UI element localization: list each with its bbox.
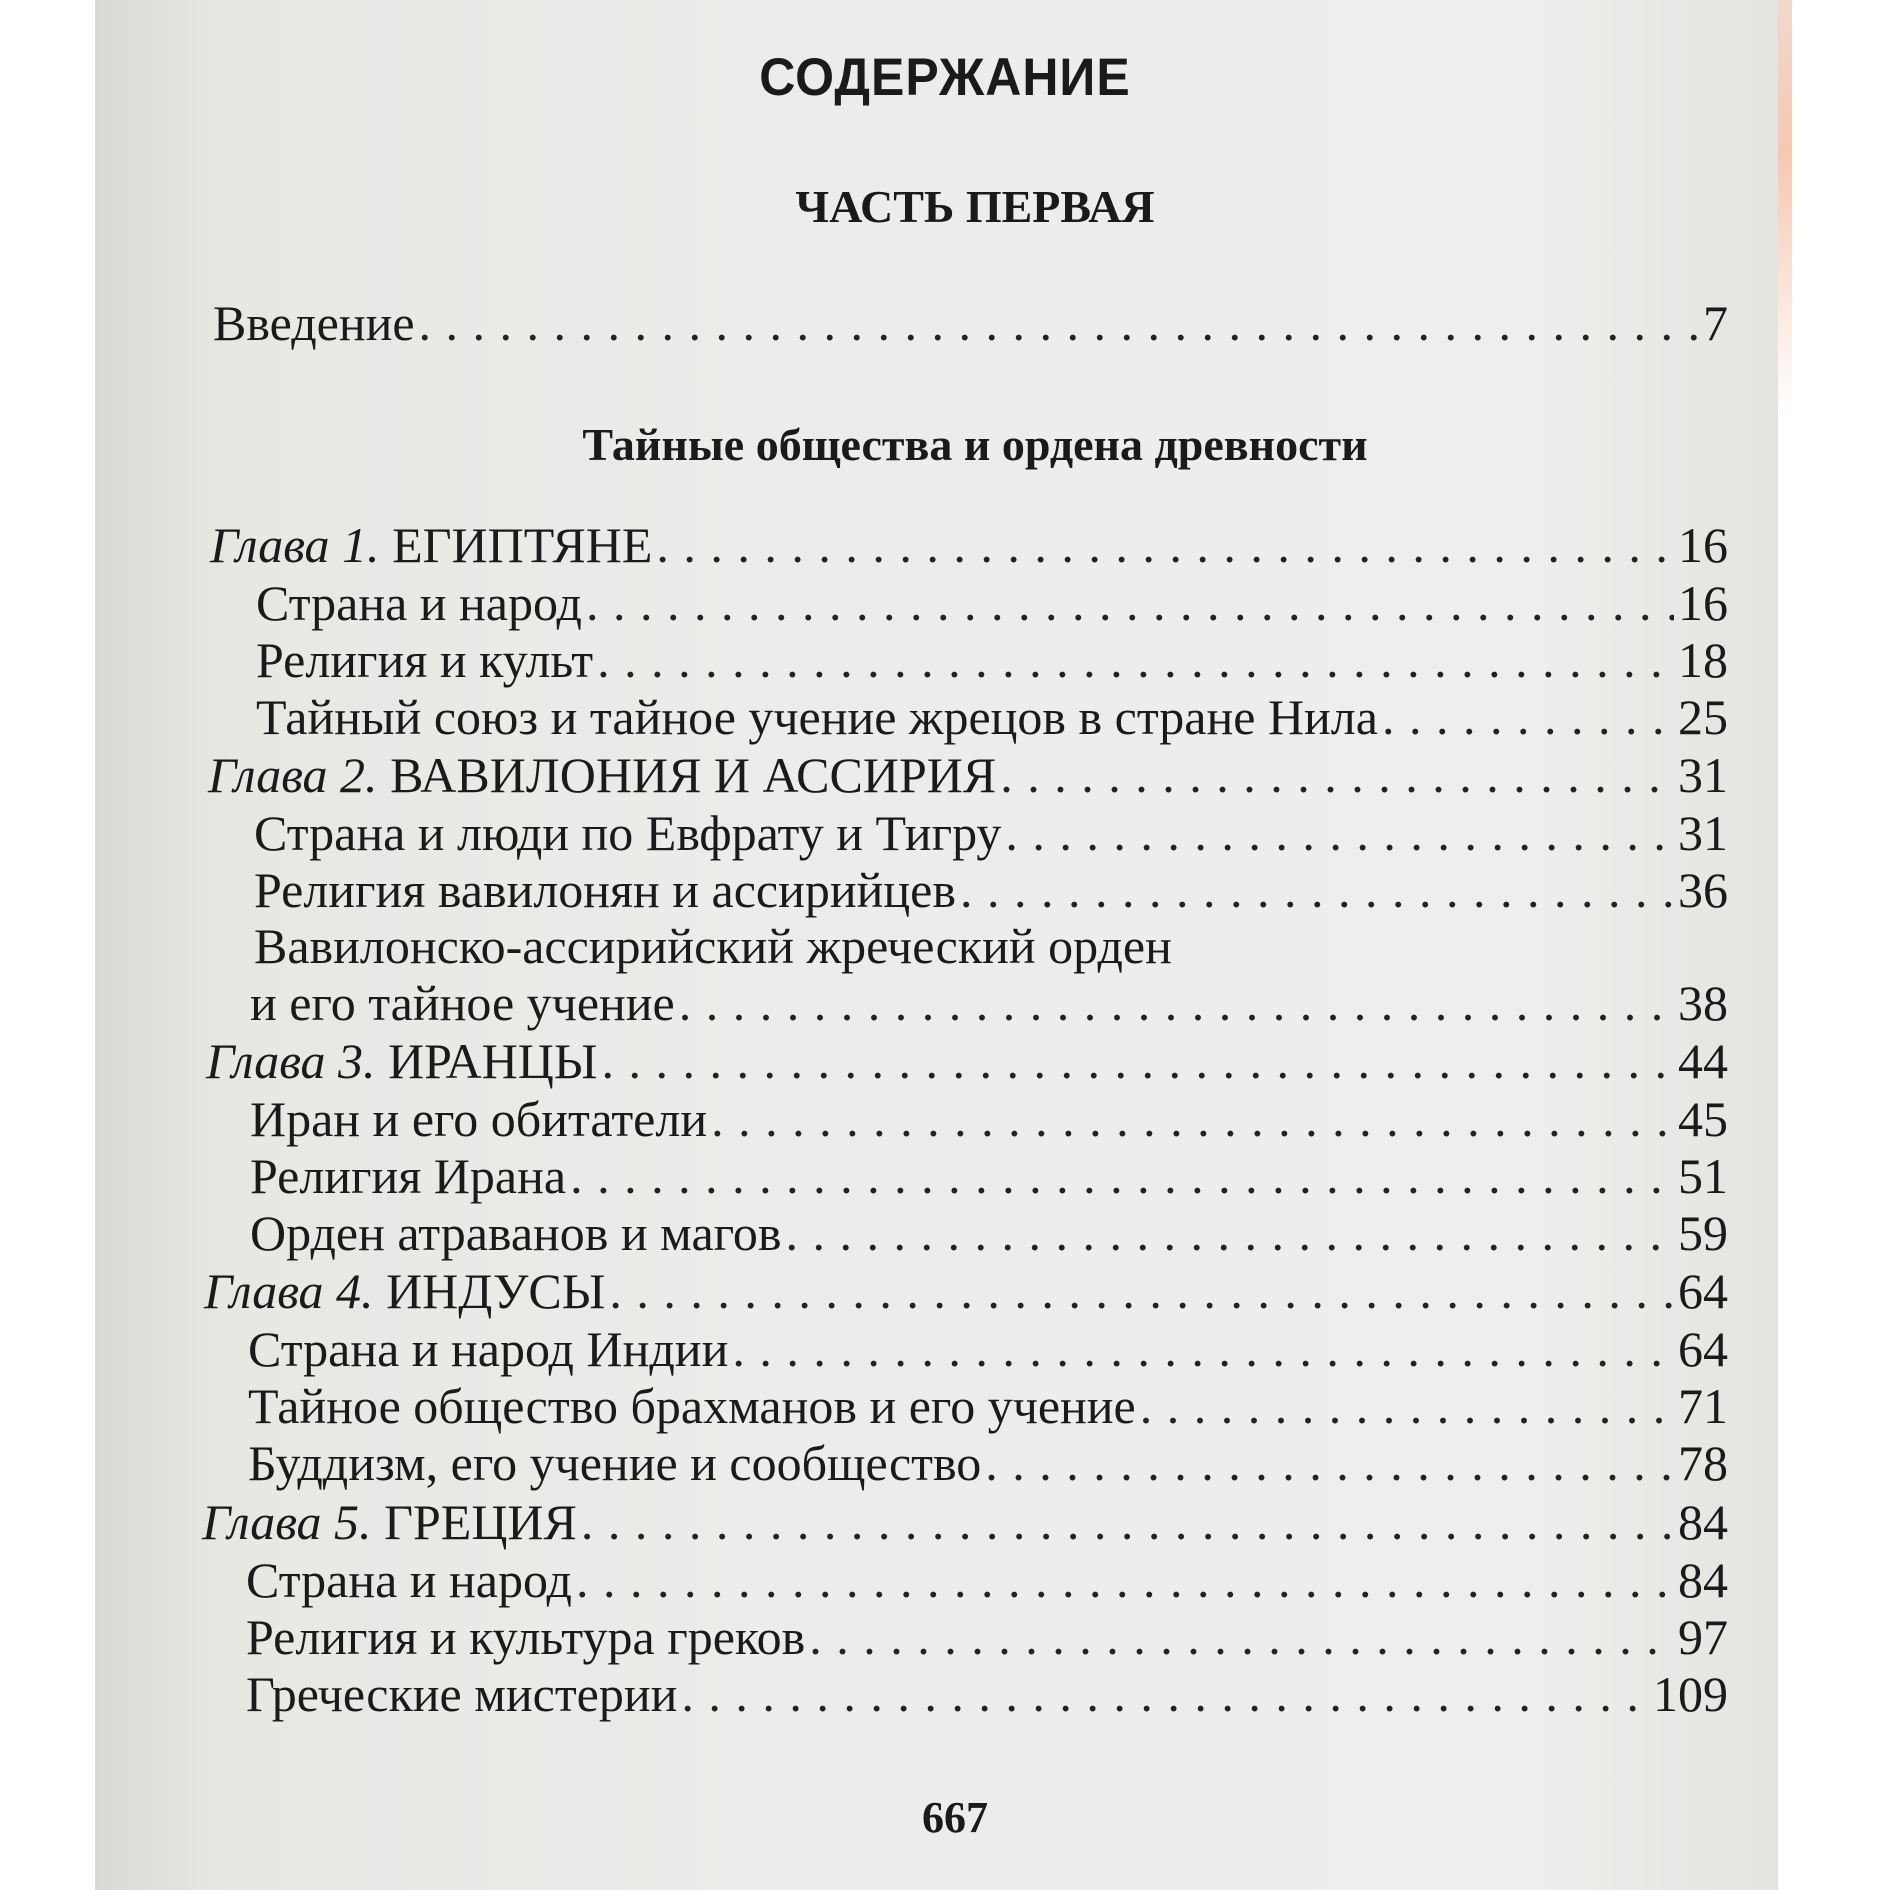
toc-entry-page: 64: [1678, 1321, 1728, 1377]
toc-entry-label: ЕГИПТЯНЕ: [379, 517, 653, 573]
toc-entry: [256, 689, 1728, 745]
leader-dots: [586, 575, 1674, 631]
toc-entry: [248, 1321, 1728, 1377]
toc-entry-label: и его тайное учение: [250, 975, 675, 1031]
toc-entry-page: 16: [1678, 517, 1728, 573]
toc-entry-page: 31: [1678, 805, 1728, 861]
toc-entry: [248, 1435, 1728, 1491]
chapter-prefix: Глава 1.: [210, 517, 380, 573]
leader-dots: [419, 295, 1699, 351]
toc-entry-label: Религия и культура греков: [246, 1609, 806, 1665]
toc-entry: [248, 1378, 1728, 1434]
leader-dots: [786, 1205, 1674, 1261]
toc-entry-page: 71: [1678, 1378, 1728, 1434]
toc-entry: [250, 975, 1728, 1031]
toc-entry-label: ИНДУСЫ: [373, 1263, 606, 1319]
toc-entry-continued-line: Вавилонско-ассирийский жреческий орден: [254, 918, 1172, 974]
leader-dots: [809, 1609, 1674, 1665]
toc-entry-label: Религия Ирана: [250, 1148, 567, 1204]
leader-dots: [602, 1033, 1674, 1089]
toc-entry: [246, 1609, 1728, 1665]
leader-dots: [597, 632, 1674, 688]
leader-dots: [681, 1666, 1649, 1722]
toc-entry: [250, 1091, 1728, 1147]
toc-entry: [246, 1552, 1728, 1608]
leader-dots: [570, 1148, 1674, 1204]
toc-entry-page: 84: [1678, 1552, 1728, 1608]
toc-entry-label: Страна и люди по Евфрату и Тигру: [254, 805, 1002, 861]
leader-dots: [656, 517, 1674, 573]
toc-entry: [256, 575, 1728, 631]
chapter-prefix: Глава 5.: [202, 1494, 372, 1550]
toc-entry-label: Религия и культ: [256, 632, 594, 688]
toc-entry-page: 18: [1678, 632, 1728, 688]
toc-entry-label: ВАВИЛОНИЯ И АССИРИЯ: [377, 747, 997, 803]
toc-entry-label: Иран и его обитатели: [250, 1091, 708, 1147]
part-title: ЧАСТЬ ПЕРВАЯ: [795, 181, 1155, 232]
toc-entry: [254, 862, 1728, 918]
page-number: 667: [922, 1793, 988, 1842]
toc-entry-introduction: [213, 295, 1728, 351]
leader-dots: [960, 862, 1674, 918]
chapter-prefix: Глава 2.: [208, 747, 378, 803]
toc-entry: [254, 805, 1728, 861]
toc-entry-chapter: [210, 517, 1728, 573]
toc-entry-chapter: [202, 1494, 1728, 1550]
toc-entry-page: 7: [1703, 295, 1728, 351]
toc-entry-label: Страна и народ Индии: [248, 1321, 729, 1377]
toc-entry-chapter: [208, 747, 1728, 803]
toc-entry-label: Тайное общество брахманов и его учение: [248, 1378, 1136, 1434]
toc-entry-label: ИРАНЦЫ: [375, 1033, 598, 1089]
toc-entry-page: 97: [1678, 1609, 1728, 1665]
toc-entry-page: 25: [1678, 689, 1728, 745]
leader-dots: [711, 1091, 1674, 1147]
toc-entry-page: 59: [1678, 1205, 1728, 1261]
toc-entry-label: Религия вавилонян и ассирийцев: [254, 862, 956, 918]
leader-dots: [581, 1494, 1674, 1550]
toc-entry-label: ГРЕЦИЯ: [371, 1494, 577, 1550]
toc-entry-page: 84: [1678, 1494, 1728, 1550]
toc-entry-page: 16: [1678, 575, 1728, 631]
toc-entry-page: 38: [1678, 975, 1728, 1031]
chapter-prefix: Глава 4.: [204, 1263, 374, 1319]
toc-entry-page: 64: [1678, 1263, 1728, 1319]
toc-entry-label: Страна и народ: [256, 575, 583, 631]
toc-entry: [250, 1148, 1728, 1204]
leader-dots: [1000, 747, 1674, 803]
leader-dots: [576, 1552, 1674, 1608]
toc-entry-label: Греческие мистерии: [246, 1666, 678, 1722]
leader-dots: [1382, 689, 1674, 745]
leader-dots: [985, 1435, 1674, 1491]
toc-entry-label: Орден атраванов и магов: [250, 1205, 782, 1261]
toc-entry-page: 51: [1678, 1148, 1728, 1204]
leader-dots: [1005, 805, 1674, 861]
toc-entry-chapter: [206, 1033, 1728, 1089]
chapter-prefix: Глава 3.: [206, 1033, 376, 1089]
leader-dots: [1140, 1378, 1674, 1434]
toc-entry-page: 36: [1678, 862, 1728, 918]
toc-entry-label: Тайный союз и тайное учение жрецов в стране Нила: [256, 689, 1378, 745]
toc-entry-chapter: [204, 1263, 1728, 1319]
toc-entry-label: Страна и народ: [246, 1552, 573, 1608]
toc-entry-page: 109: [1653, 1666, 1728, 1722]
toc-entry-page: 45: [1678, 1091, 1728, 1147]
section-title: Тайные общества и ордена древности: [582, 419, 1368, 470]
toc-entry: [256, 632, 1728, 688]
toc-entry: [250, 1205, 1728, 1261]
toc-entry-page: 31: [1678, 747, 1728, 803]
toc-entry-page: 44: [1678, 1033, 1728, 1089]
leader-dots: [679, 975, 1674, 1031]
toc-entry-page: 78: [1678, 1435, 1728, 1491]
leader-dots: [732, 1321, 1674, 1377]
toc-entry-label: Буддизм, его учение и сообщество: [248, 1435, 982, 1491]
toc-entry-label: Введение: [213, 295, 415, 351]
leader-dots: [609, 1263, 1674, 1319]
contents-title: СОДЕРЖАНИЕ: [759, 47, 1131, 107]
toc-entry: [246, 1666, 1728, 1722]
